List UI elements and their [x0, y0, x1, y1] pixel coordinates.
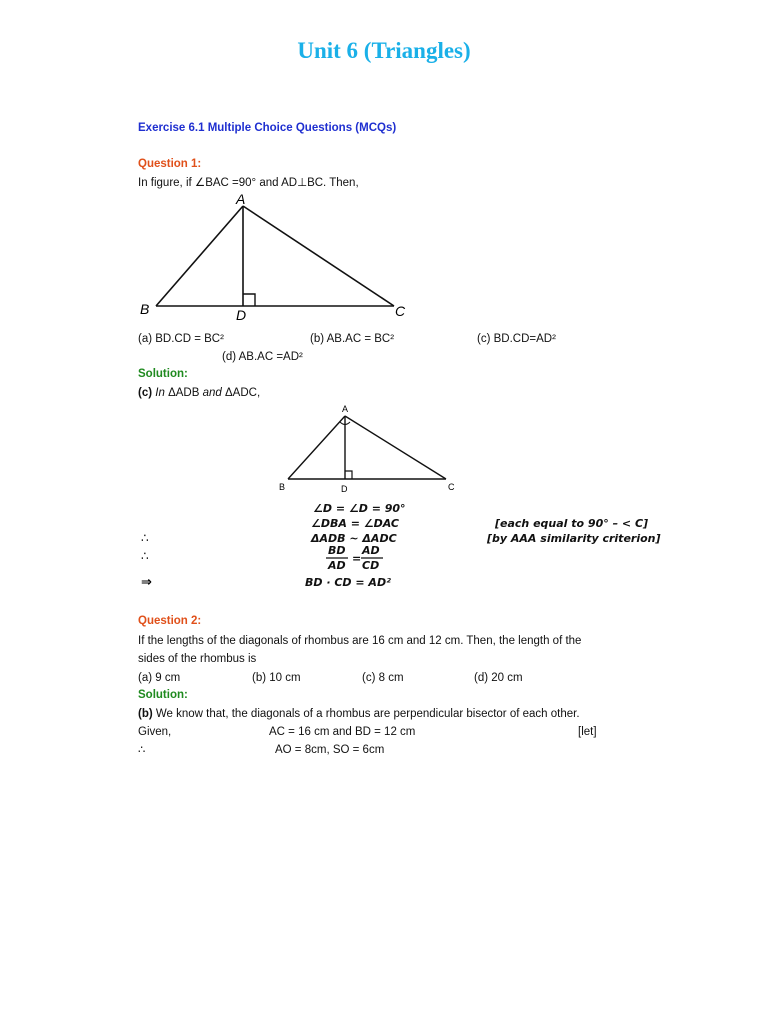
frac-right-num: AD [362, 544, 380, 557]
frac-left-num: BD [328, 544, 346, 557]
q1-option-a: (a) BD.CD = BC² [138, 333, 224, 345]
proof-line-1: ∠D = ∠D = 90° [313, 502, 406, 515]
q1-option-b: (b) AB.AC = BC² [310, 333, 395, 345]
question-2-text-1: If the lengths of the diagonals of rhombus are 16 cm and 12 cm. Then, the length of the [138, 635, 582, 647]
proof-line-5: BD · CD = AD² [305, 576, 391, 589]
label-b: B [140, 301, 150, 317]
q2-solution-text: (b) We know that, the diagonals of a rhombus are perpendicular bisector of each other. [138, 708, 580, 720]
q2-option-b: (b) 10 cm [252, 672, 301, 684]
svg-text:C: C [448, 482, 455, 492]
proof-reason-2: [by AAA similarity criterion] [487, 532, 661, 545]
therefore-symbol-2: ∴ [141, 549, 149, 563]
question-2-text-2: sides of the rhombus is [138, 653, 257, 665]
proof-reason-1: [each equal to 90° – < C] [495, 517, 649, 530]
solution-figure [270, 400, 470, 496]
svg-text:D: D [341, 484, 348, 494]
q2-option-c: (c) 8 cm [362, 672, 404, 684]
proof-line-2: ∠DBA = ∠DAC [311, 517, 400, 530]
q2-answer: (b) [138, 708, 153, 720]
exercise-heading: Exercise 6.1 Multiple Choice Questions (MCQs) [138, 122, 397, 134]
question-1-heading: Question 1: [138, 158, 202, 170]
svg-text:B: B [279, 482, 286, 492]
frac-equals: = [352, 552, 362, 565]
proof-block [135, 498, 661, 594]
q2-given-note: [let] [578, 726, 597, 738]
q2-option-d: (d) 20 cm [474, 672, 523, 684]
frac-right-den: CD [362, 559, 380, 572]
implies-symbol: ⇒ [141, 575, 152, 590]
q2-therefore: ∴ [138, 744, 146, 756]
question-1-figure [130, 190, 420, 325]
question-1-text: In figure, if ∠BAC =90° and AD⊥BC. Then, [138, 177, 359, 189]
q2-result: AO = 8cm, SO = 6cm [275, 744, 385, 756]
right-angle-mark [243, 294, 255, 306]
side-ab [156, 206, 243, 306]
q1-option-d: (d) AB.AC =AD² [222, 351, 303, 363]
label-c: C [395, 303, 406, 319]
q2-solution-heading: Solution: [138, 689, 188, 701]
svg-text:A: A [342, 404, 349, 414]
q1-option-c: (c) BD.CD=AD² [477, 333, 556, 345]
q1-solution-heading: Solution: [138, 368, 188, 380]
question-2-heading: Question 2: [138, 615, 202, 627]
frac-left-den: AD [328, 559, 346, 572]
q2-given-label: Given, [138, 726, 172, 738]
q2-option-a: (a) 9 cm [138, 672, 181, 684]
therefore-symbol-1: ∴ [141, 531, 149, 545]
proof-line-3: ΔADB ~ ΔADC [311, 532, 397, 545]
q2-given-value: AC = 16 cm and BD = 12 cm [269, 726, 416, 738]
page-title: Unit 6 (Triangles) [297, 38, 471, 63]
label-d: D [236, 307, 247, 323]
q1-answer: (c) [138, 387, 153, 399]
q1-solution-intro: (c) In ΔADB and ΔADC, [138, 387, 261, 399]
side-ac [243, 206, 394, 306]
label-a: A [236, 191, 246, 207]
